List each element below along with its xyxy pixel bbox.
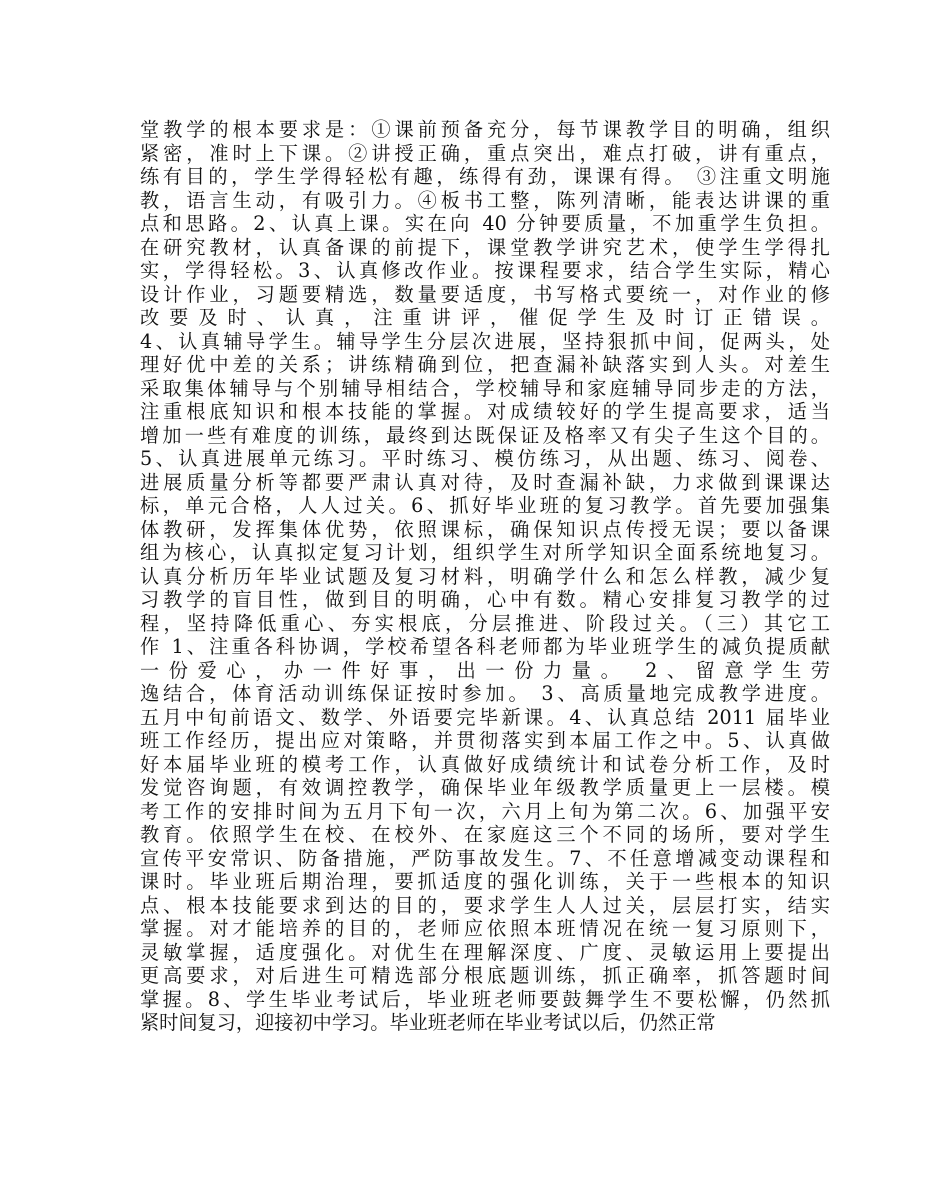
text-line-19: 组为核心，认真拟定复习计划，组织学生对所学知识全面系统地复习。 [140,541,830,564]
text-line-16: 进展质量分析等都要严肃认真对待，及时查漏补缺，力求做到课课达 [140,470,830,494]
text-line-27: 班工作经历，提出应对策略，并贯彻落实到本届工作之中。5、认真做 [140,729,830,752]
text-line-39: 紧时间复习，迎接初中学习。毕业班老师在毕业考试以后，仍然正常 [140,1011,716,1034]
text-line-35: 掌握。对才能培养的目的，老师应依照本班情况在统一复习原则下， [140,917,830,940]
text-line-37: 更高要求，对后进生可精选部分根底题训练，抓正确率，抓答题时间 [140,964,830,987]
text-line-30: 考工作的安排时间为五月下旬一次，六月上旬为第二次。6、加强平安 [140,799,830,823]
text-line-17: 标，单元合格，人人过关。6、抓好毕业班的复习教学。首先要加强集 [140,494,830,517]
text-line-5: 点和思路。2、认真上课。实在向 40 分钟要质量，不加重学生负担。 [140,212,830,235]
text-line-7: 实，学得轻松。3、认真修改作业。按课程要求，结合学生实际，精心 [140,259,830,282]
text-line-1: 堂教学的根本要求是：①课前预备充分，每节课教学目的明确，组织 [140,118,830,141]
text-line-21: 习教学的盲目性，做到目的明确，心中有数。精心安排复习教学的过 [140,588,830,611]
text-line-14: 增加一些有难度的训练，最终到达既保证及格率又有尖子生这个目的。 [140,423,830,447]
text-line-3: 练有目的，学生学得轻松有趣，练得有劲，课课有得。 ③注重文明施 [140,165,830,188]
text-line-31: 教育。依照学生在校、在校外、在家庭这三个不同的场所，要对学生 [140,823,830,846]
text-line-24: 一份爱心，办一件好事，出一份力量。 2、留意学生劳 [140,658,830,682]
text-line-38: 掌握。8、学生毕业考试后，毕业班老师要鼓舞学生不要松懈，仍然抓 [140,987,830,1011]
text-line-32: 宣传平安常识、防备措施，严防事故发生。7、不任意增减变动课程和 [140,846,830,870]
text-line-18: 体教研，发挥集体优势，依照课标，确保知识点传授无误；要以备课 [140,517,830,541]
text-line-25: 逸结合，体育活动训练保证按时参加。 3、高质量地完成教学进度。 [140,682,830,705]
text-line-4: 教，语言生动，有吸引力。④板书工整，陈列清晰，能表达讲课的重 [140,188,830,212]
text-line-9: 改要及时、认真，注重讲评，催促学生及时订正错误。 [140,306,830,329]
text-line-11: 理好优中差的关系；讲练精确到位，把查漏补缺落实到人头。对差生 [140,353,830,376]
text-line-28: 好本届毕业班的模考工作，认真做好成绩统计和试卷分析工作，及时 [140,752,830,776]
text-line-29: 发觉咨询题，有效调控教学，确保毕业年级教学质量更上一层楼。模 [140,776,830,799]
text-line-13: 注重根底知识和根本技能的掌握。对成绩较好的学生提高要求，适当 [140,400,830,423]
text-line-22: 程，坚持降低重心、夯实根底，分层推进、阶段过关。（三）其它工 [140,611,830,635]
text-line-33: 课时。毕业班后期治理，要抓适度的强化训练，关于一些根本的知识 [140,870,830,893]
text-line-12: 采取集体辅导与个别辅导相结合，学校辅导和家庭辅导同步走的方法， [140,376,830,400]
text-line-15: 5、认真进展单元练习。平时练习、模仿练习，从出题、练习、阅卷、 [140,447,830,470]
text-line-6: 在研究教材，认真备课的前提下，课堂教学讲究艺术，使学生学得扎 [140,235,830,259]
text-line-26: 五月中旬前语文、数学、外语要完毕新课。4、认真总结 2011 届毕业 [140,705,830,729]
text-line-36: 灵敏掌握，适度强化。对优生在理解深度、广度、灵敏运用上要提出 [140,940,830,964]
text-line-23: 作 1、注重各科协调，学校希望各科老师都为毕业班学生的减负提质献 [140,635,830,658]
text-line-10: 4、认真辅导学生。辅导学生分层次进展，坚持狠抓中间，促两头，处 [140,329,830,353]
body-text [140,118,830,1035]
text-line-34: 点、根本技能要求到达的目的，要求学生人人过关，层层打实，结实 [140,893,830,917]
text-line-8: 设计作业，习题要精选，数量要适度，书写格式要统一，对作业的修 [140,282,830,306]
text-line-20: 认真分析历年毕业试题及复习材料，明确学什么和怎么样教，减少复 [140,564,830,588]
text-line-2: 紧密，准时上下课。②讲授正确，重点突出，难点打破，讲有重点， [140,141,830,165]
